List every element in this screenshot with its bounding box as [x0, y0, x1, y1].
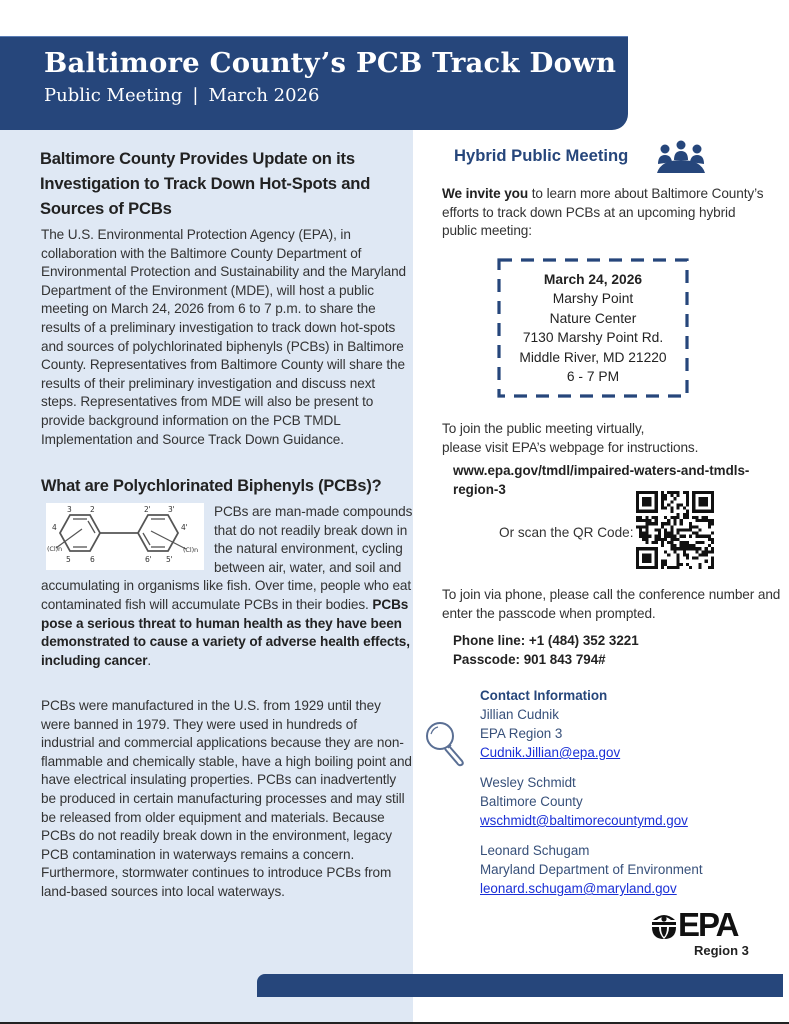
- meeting-webpage-link[interactable]: www.epa.gov/tmdl/impaired-waters-and-tmdls-region-3: [453, 463, 750, 497]
- biphenyl-structure-diagram: [46, 503, 204, 570]
- page-subtitle: [44, 85, 319, 106]
- epa-logo: [651, 906, 751, 944]
- atom-label-2: 2: [90, 505, 95, 514]
- phone-instructions: To join via phone, please call the conference number and enter the passcode when prompted.: [442, 587, 781, 621]
- pcb-section: [41, 503, 413, 670]
- magnifier-icon: [424, 720, 468, 768]
- qr-code-label: Or scan the QR Code:: [499, 525, 634, 540]
- epa-logo-text: EPA: [678, 906, 738, 943]
- subtitle-separator: |: [192, 85, 199, 106]
- chlorine-label-left: (Cl)n: [47, 545, 63, 553]
- contact-card: [480, 773, 703, 830]
- event-venue-line1: Marshy Point: [552, 291, 634, 307]
- atom-label-5: 5: [66, 555, 71, 564]
- contact-org: Baltimore County: [480, 794, 583, 809]
- contact-card: [480, 705, 703, 762]
- event-address: 7130 Marshy Point Rd.: [522, 330, 664, 346]
- phone-details: [453, 631, 639, 669]
- atom-label-3: 3: [67, 505, 72, 514]
- chlorine-label-right: (Cl)n: [183, 546, 199, 554]
- contact-name: Wesley Schmidt: [480, 775, 576, 790]
- subtitle-date: March 2026: [208, 85, 320, 106]
- contact-org: EPA Region 3: [480, 726, 563, 741]
- contact-name: Jillian Cudnik: [480, 707, 559, 722]
- atom-label-6-prime: 6': [145, 555, 152, 564]
- header-banner: [0, 36, 628, 130]
- contact-email-link[interactable]: Cudnik.Jillian@epa.gov: [480, 745, 621, 760]
- epa-flower-mark-icon: [651, 912, 677, 940]
- intro-paragraph: The U.S. Environmental Protection Agency (EPA), in collaboration with the Baltimore County Department of Environmental Protection and Sustainability and the Maryland Department of the Environment (MDE), will host a public meeting on March 24, 2026 from 6 to 7 p.m. to share the results of a preliminary investigation to track down hot-spots and sources of polychlorinated biphenyls (PCBs) in Baltimore County. Representatives from Baltimore County will share the results of their preliminary investigation and discuss next steps. Representatives from MDE will also be present to provide background information on the PCB TMDL Implementation and Source Track Down Guidance.: [41, 227, 407, 447]
- virtual-line2: please visit EPA’s webpage for instructions.: [442, 439, 699, 455]
- atom-label-6: 6: [90, 555, 95, 564]
- contact-heading: Contact Information: [480, 688, 608, 703]
- pcb-heading: What are Polychlorinated Biphenyls (PCBs)?: [41, 477, 382, 495]
- invite-text: to learn more about Baltimore County’s efforts to track down PCBs at an upcoming hybrid public meeting:: [442, 186, 764, 239]
- subtitle-event: Public Meeting: [44, 85, 183, 106]
- right-substituent-bond: [151, 531, 186, 549]
- event-time: 6 - 7 PM: [566, 369, 620, 385]
- qr-code[interactable]: [636, 491, 714, 569]
- invite-emphasis: We invite you: [442, 186, 529, 201]
- atom-label-4: 4: [52, 523, 57, 532]
- atom-label-3-prime: 3': [168, 505, 175, 514]
- pcb-history-paragraph: PCBs were manufactured in the U.S. from 1929 until they were banned in 1979. They were used in hundreds of industrial and commercial applications because they are non-flammable and chemically stable, have a high boiling point and have electrical insulating properties. PCBs can inadvertently be produced in certain manufacturing processes and may still be released from older equipment and materials. Because PCBs do not readily break down in the environment, legacy PCB contamination in waterways remains a concern. Furthermore, stormwater continues to introduce PCBs from land-based sources into local waterways.: [41, 698, 412, 899]
- footer-bar: [257, 974, 783, 997]
- event-date: March 24, 2026: [543, 272, 643, 287]
- atom-label-4-prime: 4': [181, 523, 188, 532]
- meeting-people-icon: [655, 140, 707, 176]
- invite-paragraph: [442, 185, 772, 241]
- event-details: [497, 270, 689, 386]
- page-title: Baltimore County’s PCB Track Down: [44, 47, 617, 79]
- event-details-box: [497, 258, 689, 398]
- left-ring: [60, 515, 100, 551]
- contact-email-link[interactable]: wschmidt@baltimorecountymd.gov: [480, 813, 688, 828]
- hybrid-meeting-heading: Hybrid Public Meeting: [454, 146, 629, 165]
- event-city: Middle River, MD 21220: [519, 349, 667, 365]
- passcode: Passcode: 901 843 794#: [453, 652, 606, 667]
- pcb-health-warning-end: .: [147, 652, 152, 668]
- virtual-instructions: [442, 420, 782, 457]
- phone-line: Phone line: +1 (484) 352 3221: [453, 633, 639, 648]
- pcb-description-text: PCBs are man-made compounds that do not readily break down in the natural environment, cycling between air, water, and soil and accumulating in organisms like fish. Over time, people who eat contaminated fish will accumulate PCBs in their bodies.: [41, 504, 413, 612]
- contact-name: Leonard Schugam: [480, 843, 590, 858]
- biphenyl-structure-svg: [46, 503, 204, 570]
- atom-label-2-prime: 2': [144, 505, 151, 514]
- contact-org: Maryland Department of Environment: [480, 862, 703, 877]
- event-venue-line2: Nature Center: [549, 310, 637, 326]
- contact-card: [480, 841, 703, 898]
- epa-region-label: Region 3: [694, 943, 749, 958]
- right-ring: [138, 515, 178, 551]
- virtual-line1: To join the public meeting virtually,: [442, 421, 645, 436]
- contact-information: [480, 686, 703, 909]
- pcb-health-warning: PCBs pose a serious threat to human health as they have been demonstrated to cause a variety of adverse health effects, including cancer: [41, 596, 410, 668]
- atom-label-5-prime: 5': [166, 555, 173, 564]
- update-heading: Baltimore County Provides Update on its Investigation to Track Down Hot-Spots and Sources of PCBs: [40, 149, 371, 218]
- contact-email-link[interactable]: leonard.schugam@maryland.gov: [480, 881, 677, 896]
